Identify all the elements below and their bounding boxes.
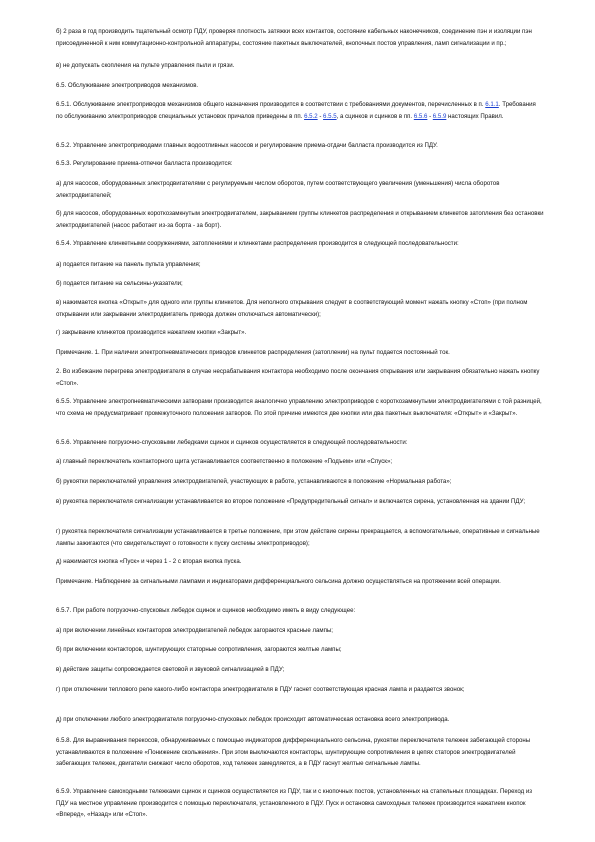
paragraph-6-5-3: 6.5.3. Регулирование приема-отпечки балласта производится: [56, 160, 233, 167]
paragraph-6-5-7-g: г) при отключении теплового реле какого-либо контактора электродвигателя в ПДУ гаснет соответствующая красная лампа и раздается звонок; [56, 686, 465, 693]
text-run: . Требования по обслуживанию электроприводов специальных установок причалов приведены в пп. [56, 101, 536, 120]
paragraph-6-5-5: 6.5.5. Управление электропневматическими затворами производится аналогично управлению электроприводов с короткозамкнутыми электродвигателями с той разницей, что схема не предусматривает промежуточного положения затворов. По этой причине имеются две кнопки или два пакетных выключателя: «Открыт» и «Закрыт». [56, 398, 542, 417]
paragraph-6-5-7-d: д) при отключении любого электродвигателя погрузочно-спусковых лебедок происходит автоматическая остановка всего электропривода. [56, 716, 450, 723]
link-6-5-5[interactable]: 6.5.5 [323, 112, 337, 120]
paragraph-6-5-6-b: б) рукоятки переключателей управления электродвигателей, участвующих в работе, устанавливаются в положение «Нормальная работа»; [56, 478, 452, 485]
paragraph-6-5-4-a: а) подается питание на панель пульта управления; [56, 261, 201, 268]
paragraph-6-5-6-d: д) нажимается кнопка «Пуск» и через 1 - 2 с вторая кнопка пуска. [56, 558, 242, 565]
paragraph-6-5-1 [56, 99, 544, 122]
paragraph-6-5-3-b: б) для насосов, оборудованных короткозамкнутым электродвигателем, закрыванием группы клинкетов распределения и открыванием клинкетов затопления без остановки электродвигателей (насос работает из-за борта - за борт). [56, 210, 544, 229]
note-1: Примечание. 1. При наличии электропневматических приводов клинкетов распределения (затоплении) на пульт подается постоянный ток. [56, 349, 450, 356]
paragraph-6-5-4-g: г) закрывание клинкетов производится нажатием кнопки «Закрыт». [56, 329, 247, 336]
paragraph-6-5-3-a: а) для насосов, оборудованных электродвигателями с регулируемым числом оборотов, путем соответствующего увеличения (уменьшения) числа оборотов электродвигателей; [56, 180, 500, 199]
text-run: , а сцинков и сцинков в пп. [336, 112, 414, 120]
paragraph-no-dust: в) не допускать скопления на пульте управления пыли и грязи. [56, 62, 235, 69]
link-6-5-6[interactable]: 6.5.6 [413, 112, 428, 120]
note-observation: Примечание. Наблюдение за сигнальными лампами и индикаторами дифференциального сельсина должно осуществляться на протяжении всей операции. [56, 578, 501, 585]
paragraph-6-5-7-b: б) при включении контакторов, шунтирующих статорные сопротивления, загораются желтые лампы; [56, 646, 342, 653]
link-6-5-9[interactable]: 6.5.9 [432, 112, 447, 120]
paragraph-6-5-7-a: а) при включении линейных контакторов электродвигателей лебедок загораются красные лампы; [56, 627, 333, 634]
paragraph-6-5-2: 6.5.2. Управление электроприводами главных водоотливных насосов и регулирование приема-отдачи балласта производится из ПДУ. [56, 142, 438, 149]
paragraph-6-5-6-v: в) рукоятка переключателя сигнализации устанавливается во второе положение «Предупредительный сигнал» и включается сирена, установленная на здании ПДУ; [56, 498, 526, 505]
paragraph-6-5-9: 6.5.9. Управление самоходными тележками сцинок и сцинков осуществляется из ПДУ, так и с кнопочных постов, установленных на стапельных площадках. Переход из ПДУ на местное управление производится с помощью переключателя, установленного в ПДУ. Пуск и остановка самоходных тележек производится нажатием кнопок «Вперед», «Назад» или «Стоп». [56, 788, 533, 819]
section-heading-6-5: 6.5. Обслуживание электроприводов механизмов. [56, 82, 199, 89]
link-6-5-2[interactable]: 6.5.2 [304, 112, 318, 120]
paragraph-6-5-6-g: г) рукоятка переключателя сигнализации устанавливается в третье положение, при этом действие сирены прекращается, а вспомогательные, оперативные и сигнальные лампы зажигаются (что свидетельствует о готовности к пуску системы электроприводов); [56, 528, 540, 547]
link-6-1-1[interactable]: 6.1.1 [485, 101, 499, 108]
text-run: - [317, 112, 324, 120]
paragraph-6-5-4-b: б) подается питание на сельсины-указатели; [56, 280, 183, 287]
paragraph-6-5-6: 6.5.6. Управление погрузочно-спусковыми лебедками сцинок и сцинков осуществляется в следующей последовательности: [56, 439, 408, 446]
paragraph-6-5-7: 6.5.7. При работе погрузочно-спусковых лебедок сцинок и сцинков необходимо иметь в виду следующее: [56, 607, 356, 614]
paragraph-6-5-8: 6.5.8. Для выравнивания перекосов, обнаруживаемых с помощью индикаторов дифференциального сельсина, рукоятки переключателя тележек забегающей стороны устанавливаются в положение «Понижение скольжения». При этом выключаются контакторы, шунтирующие сопротивления в цепях статоров электродвигателей забегающих тележек, двигатели снижают число оборотов, ход тележек замедляется, а в ПДУ гаснут желтые сигнальные лампы. [56, 737, 531, 768]
paragraph-inspection: б) 2 раза в год производить тщательный осмотр ПДУ, проверяя плотность затяжки всех контактов, состояние кабельных наконечников, соединение пэн и изоляции пэн присоединенной к ним коммутационно-контрольной аппаратуры, состояние пакетных выключателей, кнопочных постов управления, ламп сигнализации и пр.; [56, 28, 532, 47]
paragraph-6-5-4-v: в) нажимается кнопка «Открыт» для одного или группы клинкетов. Для неполного открывания следует в соответствующий момент нажать кнопку «Стоп» (при полном открывании или закрывании электродвигатель привода должен отключаться автоматически); [56, 299, 528, 318]
paragraph-6-5-6-a: а) главный переключатель контакторного щита устанавливается соответственно в положение «Подъем» или «Спуск»; [56, 458, 393, 465]
text-run: 6.5.1. Обслуживание электроприводов механизмов общего назначения производится в соответствии с требованиями документов, перечисленных в п. [56, 101, 486, 108]
note-2: 2. Во избежание перегрева электродвигателя в случае несрабатывания контактора необходимо после окончания открывания или закрывания обязательно нажать кнопку «Стоп». [56, 368, 540, 387]
paragraph-6-5-7-v: в) действие защиты сопровождается световой и звуковой сигнализацией в ПДУ; [56, 666, 285, 673]
paragraph-6-5-4: 6.5.4. Управление клинкетными сооружениями, затоплениями и клинкетами распределения производится в следующей последовательности: [56, 240, 459, 247]
text-run: - [427, 112, 433, 120]
text-run: настоящих Правил. [446, 112, 504, 120]
